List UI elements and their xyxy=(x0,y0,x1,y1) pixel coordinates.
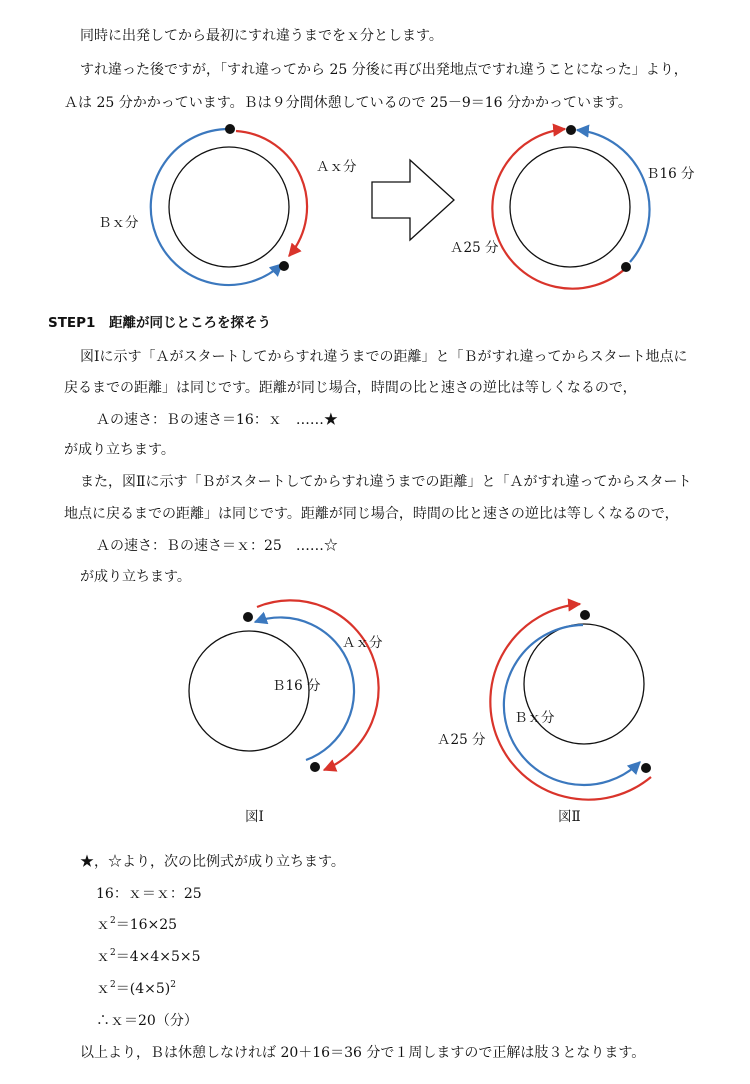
fig2-start-point xyxy=(580,610,590,620)
intro-line-3: Ａは 25 分かかっています。Ｂは９分間休憩しているので 25－9＝16 分かかっています。 xyxy=(64,95,632,111)
equation-4 xyxy=(96,979,176,999)
eq4-mid: ＝(4×5) xyxy=(115,981,171,997)
start-point-left xyxy=(225,124,235,134)
fig2-label-a: Ａ25 分 xyxy=(437,732,486,748)
step1-p2-end: が成り立ちます。 xyxy=(80,569,191,585)
step1-p2-line-2: 地点に戻るまでの距離」は同じです。距離が同じ場合，時間の比と速さの逆比は等しくなるので， xyxy=(64,506,679,522)
label-b-right: Ｂ16 分 xyxy=(646,166,695,182)
track-circle-left xyxy=(169,147,289,267)
fig1-label-a: Ａｘ分 xyxy=(342,635,383,651)
step1-p1-line-1: 図Ⅰに示す「Ａがスタートしてからすれ違うまでの距離」と「Ｂがすれ違ってからスタート地点に xyxy=(80,349,688,365)
a-path-right xyxy=(492,129,626,289)
eq4-exponent: 2 xyxy=(110,980,116,990)
step1-heading: STEP1 距離が同じところを探そう xyxy=(48,315,271,331)
equation-star: Ａの速さ：Ｂの速さ＝16：ｘ ……★ xyxy=(96,412,338,428)
eq3-exponent: 2 xyxy=(110,948,116,958)
equation-3 xyxy=(96,947,201,967)
fig2-a-path xyxy=(490,604,651,800)
label-a-right: Ａ25 分 xyxy=(450,240,499,256)
fig1-label-b: Ｂ16 分 xyxy=(272,678,321,694)
eq2-rest: ＝16×25 xyxy=(115,917,178,933)
solution-intro: ★，☆より，次の比例式が成り立ちます。 xyxy=(80,854,345,870)
label-a-left: Ａｘ分 xyxy=(316,159,357,175)
fig1-meeting-point xyxy=(310,762,320,772)
transition-arrow xyxy=(372,160,454,240)
equation-2 xyxy=(96,915,177,935)
equation-5: ∴ｘ＝20（分） xyxy=(96,1013,198,1029)
intro-line-2: すれ違った後ですが，「すれ違ってから 25 分後に再び出発地点ですれ違うことになった」より， xyxy=(80,62,688,78)
fig2-meeting-point xyxy=(641,763,651,773)
label-b-left: Ｂｘ分 xyxy=(98,215,139,231)
eq2-base: ｘ xyxy=(96,917,110,933)
step1-p1-end: が成り立ちます。 xyxy=(64,442,175,458)
equation-1: 16：ｘ＝ｘ：25 xyxy=(96,886,202,902)
fig1-start-point xyxy=(243,612,253,622)
eq4-exponent-2: 2 xyxy=(170,980,176,990)
bottom-figures xyxy=(0,595,750,835)
fig2-caption: 図Ⅱ xyxy=(558,809,581,825)
fig2-track-circle xyxy=(524,624,644,744)
eq4-base: ｘ xyxy=(96,981,110,997)
eq3-rest: ＝4×4×5×5 xyxy=(115,949,201,965)
step1-p2-line-1: また，図Ⅱに示す「Ｂがスタートしてからすれ違うまでの距離」と「Ａがすれ違ってからスタート xyxy=(80,474,692,490)
fig2-b-path xyxy=(504,625,640,785)
fig1-caption: 図Ⅰ xyxy=(245,809,264,825)
eq2-exponent: 2 xyxy=(110,916,116,926)
equation-hollow-star: Ａの速さ：Ｂの速さ＝ｘ：25 ……☆ xyxy=(96,538,338,554)
b-path-left xyxy=(151,129,282,285)
start-point-right xyxy=(566,125,576,135)
meeting-point-right xyxy=(621,262,631,272)
intro-line-1: 同時に出発してから最初にすれ違うまでをｘ分とします。 xyxy=(80,28,443,44)
step1-p1-line-2: 戻るまでの距離」は同じです。距離が同じ場合，時間の比と速さの逆比は等しくなるので， xyxy=(64,380,637,396)
conclusion: 以上より，Ｂは休憩しなければ 20＋16＝36 分で１周しますので正解は肢３となります。 xyxy=(80,1045,646,1061)
track-circle-right xyxy=(510,147,630,267)
meeting-point-left xyxy=(279,261,289,271)
eq3-base: ｘ xyxy=(96,949,110,965)
top-figure xyxy=(0,120,750,290)
fig2-label-b: Ｂｘ分 xyxy=(514,710,555,726)
